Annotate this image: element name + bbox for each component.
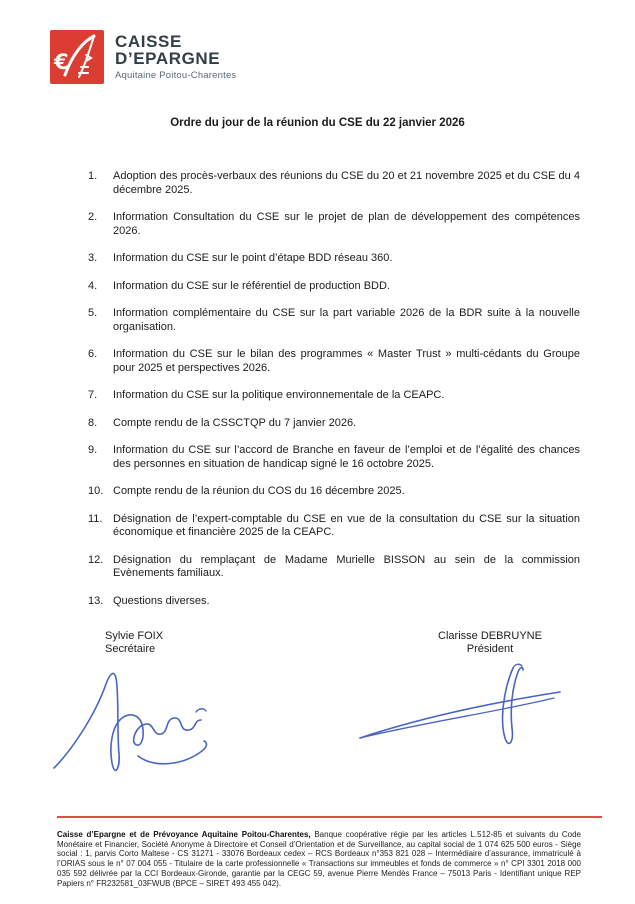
agenda-item-text: Désignation du remplaçant de Madame Murielle BISSON au sein de la commission Evènements familiaux. bbox=[113, 553, 580, 579]
agenda-item-text: Information du CSE sur le référentiel de production BDD. bbox=[113, 279, 390, 292]
agenda-item-text: Compte rendu de la réunion du COS du 16 décembre 2025. bbox=[113, 485, 405, 497]
agenda-item bbox=[88, 211, 580, 238]
agenda-item-text: Adoption des procès-verbaux des réunions du CSE du 20 et 21 novembre 2025 et du CSE du 4 décembre 2025. bbox=[113, 170, 580, 196]
agenda-item-number: 8. bbox=[88, 416, 98, 429]
agenda-list bbox=[88, 170, 580, 622]
agenda-item-number: 7. bbox=[88, 389, 98, 401]
agenda-item bbox=[88, 348, 580, 375]
president-name: Clarisse DEBRUYNE bbox=[438, 630, 542, 642]
agenda-item bbox=[88, 513, 580, 540]
agenda-item-text: Information Consultation du CSE sur le projet de plan de développement des compétences 2026. bbox=[113, 211, 580, 237]
agenda-item-number: 5. bbox=[88, 307, 98, 319]
agenda-item-text: Information complémentaire du CSE sur la part variable 2026 de la BDR suite à la nouvelle organisation. bbox=[113, 307, 580, 333]
agenda-item-text: Information du CSE sur le bilan des programmes « Master Trust » multi-cédants du Groupe pour 2025 et perspectives 2026. bbox=[113, 348, 580, 374]
agenda-item bbox=[88, 417, 580, 431]
brand-name-line2: D’EPARGNE bbox=[115, 49, 221, 68]
agenda-item bbox=[88, 444, 580, 471]
agenda-item-number: 11. bbox=[88, 512, 103, 525]
secretary-signature-ink bbox=[50, 656, 240, 784]
agenda-item-number: 6. bbox=[88, 348, 98, 360]
agenda-item-number: 4. bbox=[88, 279, 98, 292]
squirrel-euro-icon bbox=[50, 30, 104, 84]
svg-text:€: € bbox=[54, 50, 69, 74]
agenda-item-number: 1. bbox=[88, 170, 98, 182]
brand-name-line1: CAISSE bbox=[115, 32, 182, 51]
agenda-item-number: 2. bbox=[88, 211, 98, 223]
legal-footer-company: Caisse d’Epargne et de Prévoyance Aquitaine Poitou-Charentes, bbox=[57, 830, 311, 839]
agenda-item bbox=[88, 252, 580, 266]
signature-block-president bbox=[410, 630, 570, 656]
agenda-item-text: Compte rendu de la CSSCTQP du 7 janvier 2026. bbox=[113, 416, 357, 429]
agenda-item-text: Information du CSE sur l’accord de Branche en faveur de l’emploi et de l’égalité des chances des personnes en situation de handicap signé le 16 octobre 2025. bbox=[113, 444, 580, 470]
agenda-item bbox=[88, 170, 580, 197]
signature-block-secretary bbox=[105, 630, 163, 656]
agenda-item bbox=[88, 485, 580, 499]
agenda-item-number: 3. bbox=[88, 252, 98, 264]
logo-text bbox=[115, 30, 236, 81]
legal-footer bbox=[57, 830, 581, 888]
secretary-role: Secrétaire bbox=[105, 643, 156, 655]
agenda-item bbox=[88, 554, 580, 581]
agenda-item-number: 12. bbox=[88, 553, 104, 566]
president-signature-ink bbox=[356, 660, 571, 758]
agenda-item-number: 10. bbox=[88, 485, 104, 497]
footer-divider bbox=[57, 816, 602, 818]
agenda-item bbox=[88, 389, 580, 403]
agenda-item-text: Information du CSE sur la politique environnementale de la CEAPC. bbox=[113, 389, 445, 401]
agenda-item bbox=[88, 595, 580, 609]
agenda-item-text: Désignation de l’expert-comptable du CSE en vue de la consultation du CSE sur la situation économique et financière 2025 de la CEAPC. bbox=[113, 512, 580, 538]
legal-footer-body: Banque coopérative régie par les articles L.512-85 et suivants du Code Monétaire et Financier, Société Anonyme à Directoire et Conseil d’Orientation et de Surveillance, au capital social de 1 074 625 500 euros - Siège social : 1, parvis Corto Maltese - CS 31271 - 33076 Bordeaux cedex – RCS Bordeaux n°353 821 028 – Intermédiaire d’assurance, immatriculé à l’ORIAS sous le n° 07 004 055 - Titulaire de la carte professionnelle « Transactions sur immeubles et fonds de commerce » n° CPI 3301 2018 000 035 592 délivrée par la CCI Bordeaux-Gironde, garantie par la CEGC 59, avenue Pierre Mendès France – 75013 Paris - Identifiant unique REP Papiers n° FR232581_03FWUB (BPCE – SIRET 493 455 042). bbox=[57, 830, 581, 888]
agenda-item bbox=[88, 307, 580, 334]
page-title: Ordre du jour de la réunion du CSE du 22 janvier 2026 bbox=[170, 117, 465, 129]
agenda-item-number: 13. bbox=[88, 594, 104, 607]
agenda-item-text: Information du CSE sur le point d’étape BDD réseau 360. bbox=[113, 252, 393, 264]
president-role: Président bbox=[466, 643, 514, 655]
brand-region: Aquitaine Poitou-Charentes bbox=[115, 70, 237, 81]
secretary-name: Sylvie FOIX bbox=[105, 630, 164, 642]
agenda-item bbox=[88, 280, 580, 294]
agenda-item-number: 9. bbox=[88, 444, 98, 456]
caisse-epargne-logo bbox=[50, 30, 236, 84]
agenda-item-text: Questions diverses. bbox=[113, 594, 210, 607]
